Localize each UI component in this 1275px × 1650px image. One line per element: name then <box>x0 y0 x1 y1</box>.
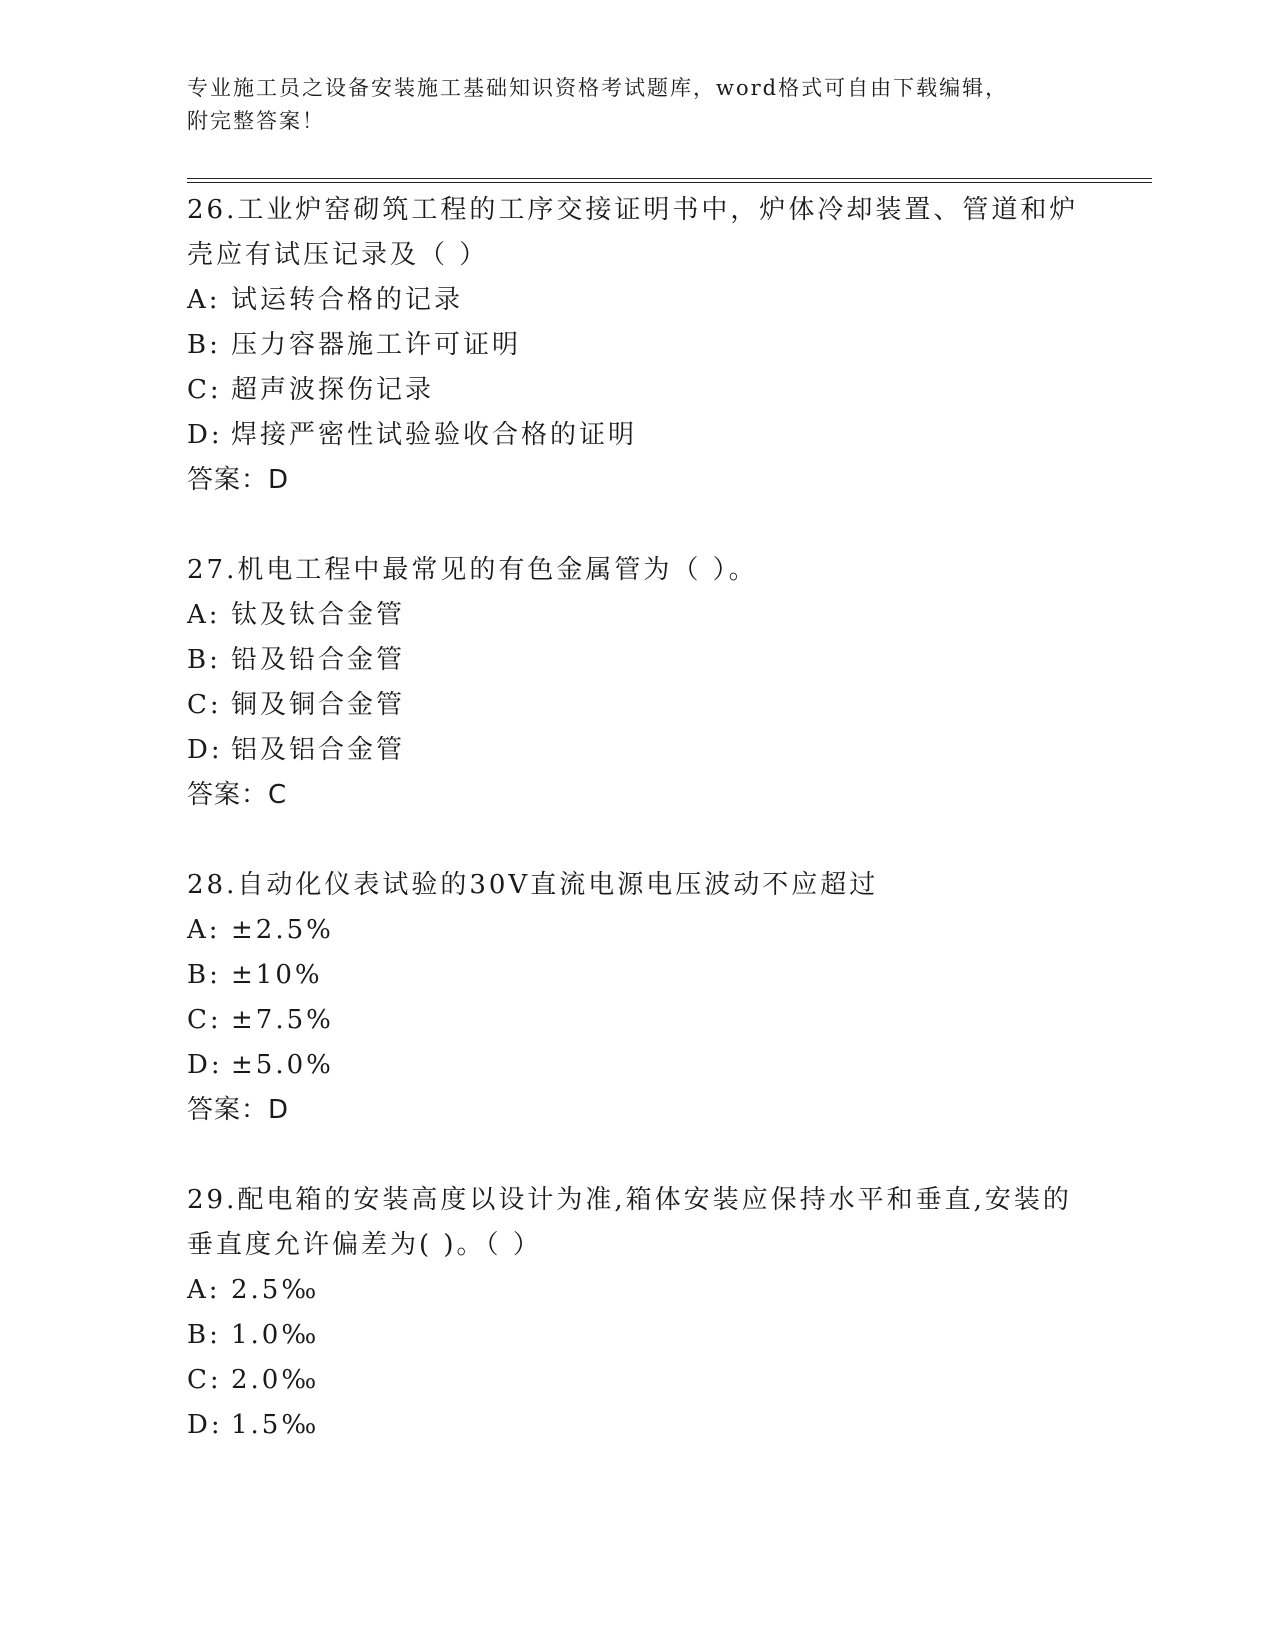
answer-option <box>187 728 1087 773</box>
option-text: 铜及铜合金管 <box>231 690 406 720</box>
header-double-rule <box>187 178 1152 183</box>
option-text: 铅及铅合金管 <box>231 645 406 675</box>
question-block <box>187 1178 1087 1448</box>
option-letter: A: <box>187 600 221 630</box>
question-stem-line: 26.工业炉窑砌筑工程的工序交接证明书中，炉体冷却装置、管道和炉 <box>187 195 1079 225</box>
option-text: ±2.5% <box>231 915 334 945</box>
answer-option <box>187 908 1087 953</box>
option-text: 1.5‰ <box>231 1410 320 1440</box>
answer-option <box>187 1313 1087 1358</box>
option-letter: D: <box>187 735 223 765</box>
option-letter: C: <box>187 690 222 720</box>
answer-option <box>187 1403 1087 1448</box>
answer-option <box>187 638 1087 683</box>
answer-option <box>187 683 1087 728</box>
question-stem-line: 27.机电工程中最常见的有色金属管为（ ）。 <box>187 555 758 585</box>
option-text: 钛及钛合金管 <box>231 600 406 630</box>
option-text: ±10% <box>231 960 323 990</box>
option-letter: B: <box>187 645 221 675</box>
header-line-2: 附完整答案！ <box>187 109 325 133</box>
answer-option <box>187 1043 1087 1088</box>
answer-option <box>187 413 1087 458</box>
question-stem-line: 壳应有试压记录及（ ） <box>187 240 489 270</box>
option-text: 1.0‰ <box>231 1320 320 1350</box>
question-block <box>187 188 1087 503</box>
option-letter: B: <box>187 960 221 990</box>
option-letter: D: <box>187 1050 223 1080</box>
option-letter: D: <box>187 1410 223 1440</box>
question-stem-line: 垂直度允许偏差为( )。（ ） <box>187 1230 542 1260</box>
answer-option <box>187 323 1087 368</box>
question-stem-line: 29.配电箱的安装高度以设计为准,箱体安装应保持水平和垂直,安装的 <box>187 1185 1072 1215</box>
document-header <box>187 72 1087 138</box>
option-letter: C: <box>187 1365 222 1395</box>
option-letter: B: <box>187 330 221 360</box>
answer-option <box>187 593 1087 638</box>
question-block <box>187 548 1087 818</box>
answer-option <box>187 278 1087 323</box>
question-block <box>187 863 1087 1133</box>
answer-option <box>187 1268 1087 1313</box>
answer-key: 答案：D <box>187 465 290 495</box>
option-letter: B: <box>187 1320 221 1350</box>
option-text: 超声波探伤记录 <box>231 375 435 405</box>
option-letter: D: <box>187 420 223 450</box>
option-letter: C: <box>187 1005 222 1035</box>
option-letter: C: <box>187 375 222 405</box>
option-text: 试运转合格的记录 <box>231 285 464 315</box>
option-text: ±7.5% <box>231 1005 334 1035</box>
answer-option <box>187 368 1087 413</box>
option-text: ±5.0% <box>231 1050 334 1080</box>
question-stem-line: 28.自动化仪表试验的30V直流电源电压波动不应超过 <box>187 870 879 900</box>
option-letter: A: <box>187 1275 221 1305</box>
answer-option <box>187 998 1087 1043</box>
option-text: 2.0‰ <box>231 1365 320 1395</box>
option-letter: A: <box>187 285 221 315</box>
header-line-1: 专业施工员之设备安装施工基础知识资格考试题库，word格式可自由下载编辑， <box>187 76 1009 100</box>
option-text: 2.5‰ <box>231 1275 320 1305</box>
answer-option <box>187 953 1087 998</box>
question-list <box>187 188 1087 1493</box>
option-text: 焊接严密性试验验收合格的证明 <box>231 420 638 450</box>
option-text: 压力容器施工许可证明 <box>231 330 522 360</box>
answer-key: 答案：D <box>187 1095 290 1125</box>
answer-key: 答案：C <box>187 780 288 810</box>
option-text: 铝及铝合金管 <box>231 735 406 765</box>
option-letter: A: <box>187 915 221 945</box>
answer-option <box>187 1358 1087 1403</box>
